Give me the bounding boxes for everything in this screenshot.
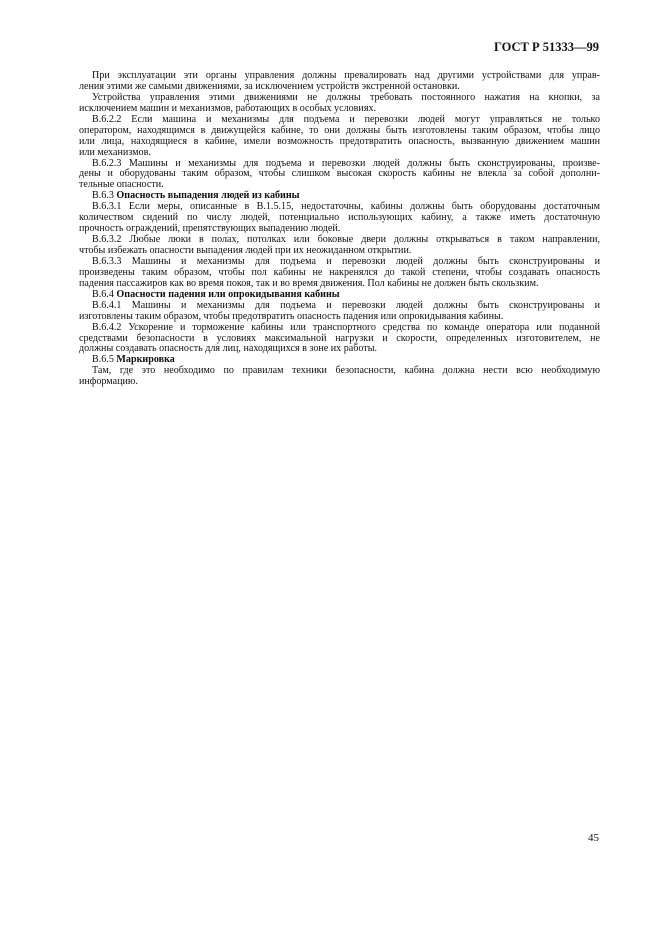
text-line: При эксплуатации эти органы управления должны превалировать над другими устройствами для управ- <box>92 70 600 81</box>
text-line: произведены таким образом, чтобы пол кабины не накренялся до такой степени, чтобы создавать опасность <box>79 266 600 278</box>
text-line: В.6.2.2 Если машина и механизмы для подъема и перевозки людей могут управляться не только <box>92 113 600 125</box>
paragraph <box>79 93 600 115</box>
paragraph <box>79 159 600 192</box>
text-line: В.6.2.3 Машины и механизмы для подъема и перевозки людей должны быть сконструированы, произве- <box>92 157 600 169</box>
section-title: Опасность выпадения людей из кабины <box>116 190 300 202</box>
section-title: Опасности падения или опрокидывания кабины <box>116 288 340 300</box>
text-line: ления этими же самыми движениями, за исключением устройств экстренной остановки. <box>79 80 460 92</box>
paragraph <box>79 115 600 159</box>
text-line: В.6.3.3 Машины и механизмы для подъема и перевозки людей должны быть сконструированы и <box>92 255 600 267</box>
document-body <box>79 71 600 388</box>
text-line: В.6.4.1 Машины и механизмы для подъема и перевозки людей должны быть сконструированы и <box>92 299 600 311</box>
text-line: чтобы избежать опасности выпадения людей при их неожиданном открытии. <box>79 245 412 256</box>
text-line: В.6.3.1 Если меры, описанные в В.1.5.15, недостаточны, кабины должны быть оборудованы достаточным <box>92 201 600 213</box>
section-number: В.6.4 <box>92 288 117 300</box>
paragraph <box>79 71 600 93</box>
text-line: В.6.4.2 Ускорение и торможение кабины или транспортного средства по команде оператора или поданной <box>92 321 600 333</box>
text-line: должны создавать опасность для лиц, находящихся в зоне их работы. <box>79 343 378 355</box>
text-line: исключением машин и механизмов, работающих в особых условиях. <box>79 102 377 114</box>
text-line: Устройства управления этими движениями не должны требовать постоянного нажатия на кнопки, за <box>92 91 600 103</box>
text-line: тельные опасности. <box>79 179 164 191</box>
text-line: прочность ограждений, препятствующих выпадению людей. <box>79 223 341 235</box>
paragraph <box>79 257 600 290</box>
section-number: В.6.5 <box>92 354 117 366</box>
text-line: или лица, находящиеся в кабине, имели возможность предотвратить опасность, вызванную движением машин <box>79 135 600 147</box>
text-line: падения пассажиров как во время покоя, так и во время движения. Пол кабины не должен быть скользким. <box>79 277 539 289</box>
paragraph <box>79 202 600 235</box>
text-line: изготовлены таким образом, чтобы предотвратить опасность падения или опрокидывания кабины. <box>79 310 504 322</box>
paragraph <box>79 366 600 388</box>
text-line: оператором, находящимся в движущейся кабине, то они должны быть изготовлены таким образом, чтобы лицо <box>79 124 600 136</box>
section-title: Маркировка <box>116 354 175 366</box>
section-number: В.6.3 <box>92 190 117 202</box>
text-line: средствами безопасности в условиях максимальной нагрузки и скорости, определенных изготовителем, не <box>79 332 600 344</box>
text-line: дены и оборудованы таким образом, чтобы слишком высокая скорость кабины не влекла за собой дополни- <box>79 168 600 180</box>
document-header: ГОСТ Р 51333—99 <box>493 40 599 54</box>
paragraph <box>79 323 600 356</box>
text-line: количеством сидений по числу людей, потенциально использующих кабину, а также иметь достаточную <box>79 212 600 224</box>
text-line: информацию. <box>79 376 138 388</box>
text-line: Там, где это необходимо по правилам техники безопасности, кабина должна нести всю необходимую <box>92 365 600 377</box>
text-line: В.6.3.2 Любые люки в полах, потолках или боковые двери должны открываться в таком направлении, <box>92 234 600 246</box>
page-number: 45 <box>588 832 599 844</box>
paragraph <box>79 301 600 323</box>
text-line: или механизмов. <box>79 146 151 158</box>
paragraph <box>79 235 600 257</box>
